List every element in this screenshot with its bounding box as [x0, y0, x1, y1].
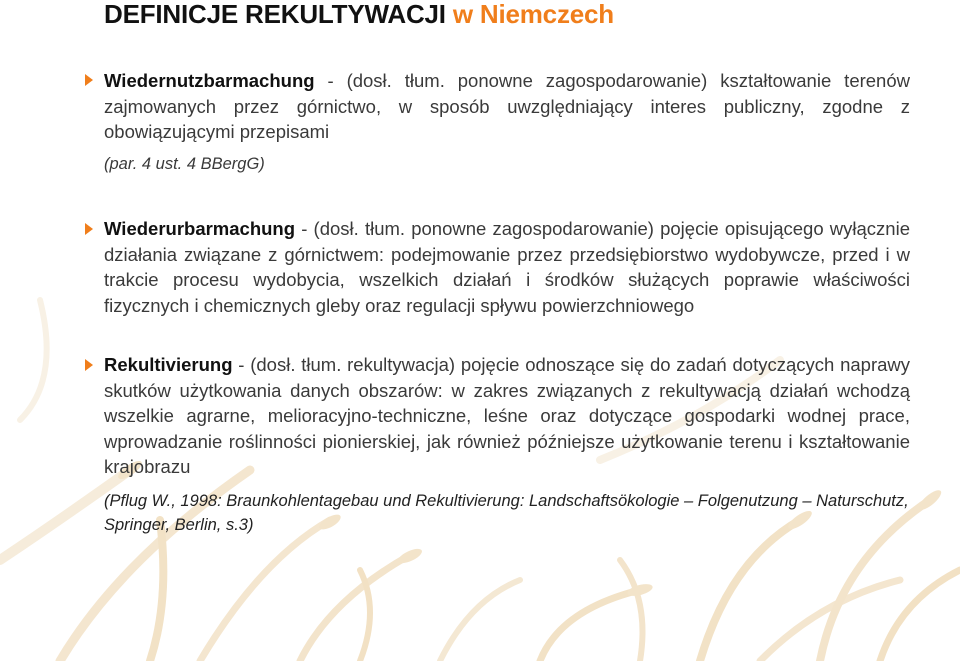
definition-term: Wiedernutzbarmachung: [104, 70, 315, 91]
orange-triangle-bullet-icon: [84, 222, 94, 236]
title-accent: w Niemczech: [452, 0, 614, 29]
definition-wiedernutzbarmachung: [104, 68, 910, 145]
definition-wiederurbarmachung: [104, 216, 910, 318]
orange-triangle-bullet-icon: [84, 358, 94, 372]
definition-text: - (dosł. tłum. ponowne zagospodarowanie) pojęcie opisującego wyłącznie działania związane z górnictwem: podejmowanie przez przedsiębiorstwo wydobywcze, przed i w trakcie procesu wydobycia, wszelkich działań i środków służących poprawie właściwości fizycznych i chemicznych gleby oraz regulacji spływu powierzchniowego: [104, 218, 910, 316]
definition-text: - (dosł. tłum. ponowne zagospodarowanie) kształtowanie terenów zajmowanych przez górnictwo, w sposób uwzględniający interes publiczny, zgodne z obowiązującymi przepisami: [104, 70, 910, 142]
definition-term: Rekultivierung: [104, 354, 233, 375]
slide-title: [104, 0, 614, 30]
legal-reference-note: (par. 4 ust. 4 BBergG): [104, 155, 265, 173]
definition-term: Wiederurbarmachung: [104, 218, 296, 239]
source-citation: (Pflug W., 1998: Braunkohlentagebau und Rekultivierung: Landschaftsökologie – Folgenutzung – Naturschutz, Springer, Berlin, s.3): [104, 492, 909, 534]
title-main: DEFINICJE REKULTYWACJI: [104, 0, 446, 29]
definition-rekultivierung: [104, 352, 910, 480]
orange-triangle-bullet-icon: [84, 73, 94, 87]
definition-text: - (dosł. tłum. rekultywacja) pojęcie odnoszące się do zadań dotyczących naprawy skutków użytkowania danych obszarów: w zakres związanych z rekultywacją działań wchodzą wszelkie agrarne, melioracyjno-techniczne, leśne oraz dotyczące gospodarki wodnej prace, wprowadzanie roślinności pionierskiej, jak również późniejsze użytkowanie terenu i kształtowanie krajobrazu: [104, 354, 910, 477]
